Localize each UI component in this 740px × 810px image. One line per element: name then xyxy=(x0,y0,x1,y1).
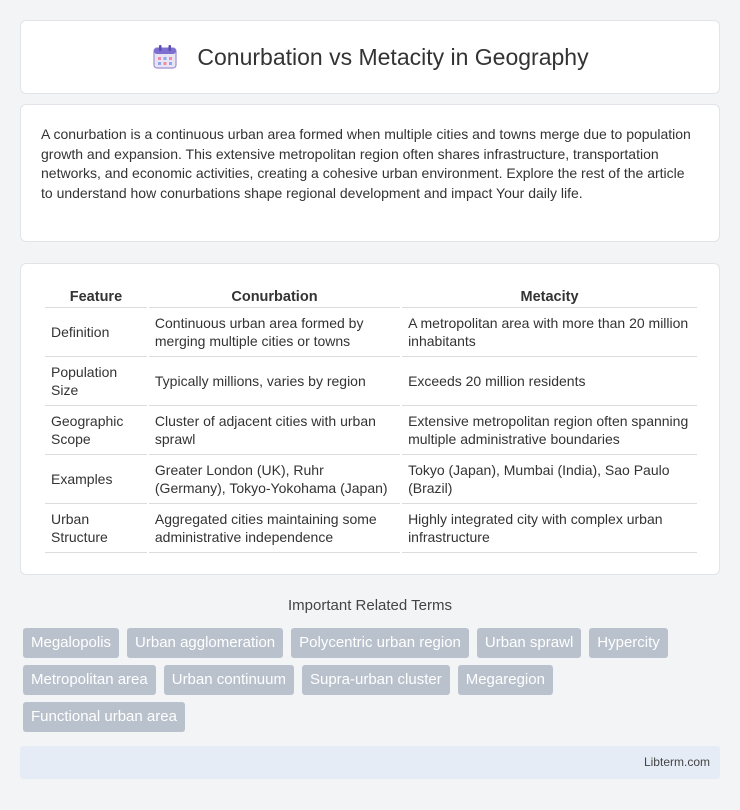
related-term-tag[interactable]: Megaregion xyxy=(458,665,553,695)
cell-feature: Urban Structure xyxy=(45,504,147,553)
related-term-tag[interactable]: Hypercity xyxy=(589,628,668,658)
cell-metacity: Tokyo (Japan), Mumbai (India), Sao Paulo (Brazil) xyxy=(402,455,697,504)
table-header-row xyxy=(45,284,697,308)
cell-metacity: Exceeds 20 million residents xyxy=(402,357,697,406)
related-term-tag[interactable]: Urban agglomeration xyxy=(127,628,283,658)
cell-conurbation: Greater London (UK), Ruhr (Germany), Tokyo-Yokohama (Japan) xyxy=(149,455,400,504)
cell-metacity: Extensive metropolitan region often spanning multiple administrative boundaries xyxy=(402,406,697,455)
related-term-tag[interactable]: Urban sprawl xyxy=(477,628,581,658)
header-feature: Feature xyxy=(45,284,147,308)
related-term-tag[interactable]: Megalopolis xyxy=(23,628,119,658)
intro-paragraph: A conurbation is a continuous urban area formed when multiple cities and towns merge due to population growth and expansion. This extensive metropolitan region often shares infrastructure, transportation networks, and economic activities, creating a cohesive urban environment. Explore the rest of the article to understand how conurbations shape regional development and impact Your daily life. xyxy=(41,126,691,201)
page-title: Conurbation vs Metacity in Geography xyxy=(197,43,589,70)
cell-feature: Examples xyxy=(45,455,147,504)
calendar-icon xyxy=(151,43,179,71)
intro-card xyxy=(20,104,720,242)
cell-conurbation: Continuous urban area formed by merging multiple cities or towns xyxy=(149,308,400,357)
related-term-tag[interactable]: Supra-urban cluster xyxy=(302,665,450,695)
cell-conurbation: Cluster of adjacent cities with urban sprawl xyxy=(149,406,400,455)
table-row xyxy=(45,308,697,357)
cell-feature: Geographic Scope xyxy=(45,406,147,455)
related-term-tag[interactable]: Functional urban area xyxy=(23,702,185,732)
table-row xyxy=(45,455,697,504)
cell-feature: Population Size xyxy=(45,357,147,406)
cell-conurbation: Typically millions, varies by region xyxy=(149,357,400,406)
comparison-table-card xyxy=(20,263,720,575)
cell-conurbation: Aggregated cities maintaining some administrative independence xyxy=(149,504,400,553)
related-term-tag[interactable]: Metropolitan area xyxy=(23,665,156,695)
cell-feature: Definition xyxy=(45,308,147,357)
header-card xyxy=(20,20,720,94)
related-term-tag[interactable]: Urban continuum xyxy=(164,665,294,695)
related-term-tag[interactable]: Polycentric urban region xyxy=(291,628,469,658)
footer xyxy=(20,746,720,779)
related-terms-title: Important Related Terms xyxy=(288,597,452,614)
table-row xyxy=(45,504,697,553)
footer-site-link[interactable]: Libterm.com xyxy=(643,755,710,769)
related-terms-list xyxy=(23,628,723,739)
header-metacity: Metacity xyxy=(402,284,697,308)
comparison-table xyxy=(43,284,699,553)
table-row xyxy=(45,357,697,406)
cell-metacity: Highly integrated city with complex urban infrastructure xyxy=(402,504,697,553)
header-conurbation: Conurbation xyxy=(149,284,400,308)
table-row xyxy=(45,406,697,455)
cell-metacity: A metropolitan area with more than 20 million inhabitants xyxy=(402,308,697,357)
